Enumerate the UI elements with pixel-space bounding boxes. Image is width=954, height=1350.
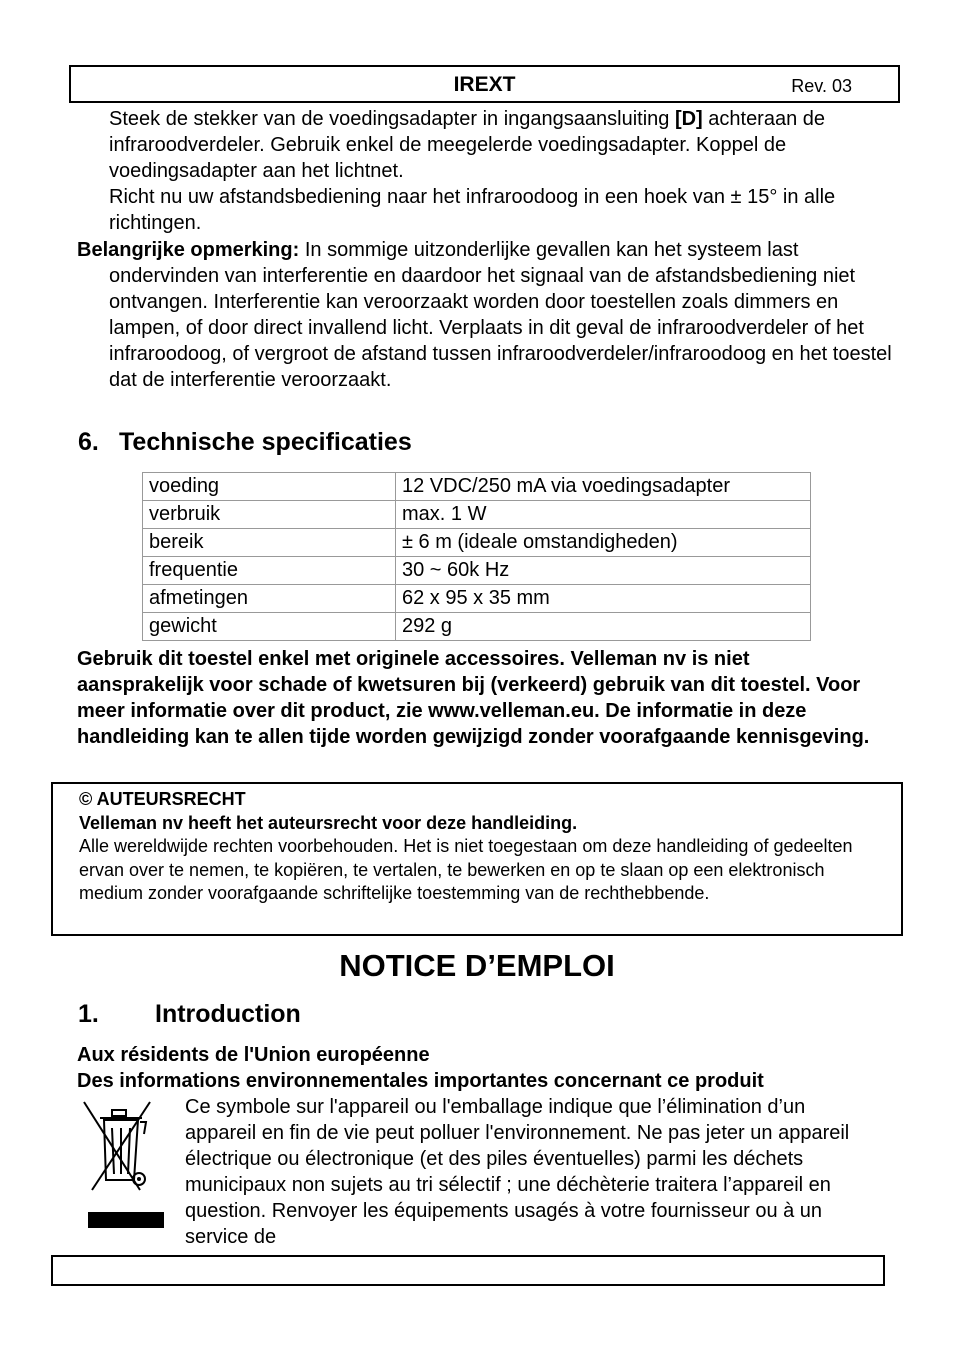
spec-key: verbruik [143,501,396,529]
notice-title: NOTICE D’EMPLOI [339,948,615,983]
spec-row [143,473,811,501]
page-footer [51,1255,885,1286]
eu-environment-line: Des informations environnementales importantes concernant ce produit [77,1070,764,1092]
aim-paragraph: Richt nu uw afstandsbediening naar het infraroodoog in een hoek van ± 15° in alle richtingen. [109,186,836,234]
copyright-box [51,782,903,936]
eu-residents-line: Aux résidents de l'Union européenne [77,1044,430,1066]
weee-bin-icon [82,1100,170,1232]
spec-row [143,529,811,557]
spec-row [143,501,811,529]
spec-key: voeding [143,473,396,501]
note-label: Belangrijke opmerking: [77,239,300,261]
page-header [69,65,900,103]
spec-value: 12 VDC/250 mA via voedingsadapter [396,473,811,501]
header-revision: Rev. 03 [791,76,852,96]
section-6-heading: 6. Technische specificaties [78,428,412,456]
spec-key: afmetingen [143,585,396,613]
header-title: IREXT [453,73,516,96]
spec-row [143,585,811,613]
disclaimer: Gebruik dit toestel enkel met originele accessoires. Velleman nv is niet aansprakelijk voor schade of kwetsuren bij (verkeerd) gebruik van dit toestel. Voor meer informatie over dit product, zie www.velleman.eu. De informatie in deze handleiding kan te allen tijde worden gewijzigd zonder voorafgaande kennisgeving. [77,648,870,748]
spec-key: gewicht [143,613,396,641]
spec-row [143,557,811,585]
spec-value: max. 1 W [396,501,811,529]
spec-row [143,613,811,641]
spec-value: 62 x 95 x 35 mm [396,585,811,613]
spec-value: ± 6 m (ideale omstandigheden) [396,529,811,557]
weee-text: Ce symbole sur l'appareil ou l'emballage indique que l’élimination d’un appareil en fin de vie peut polluer l'environnement. Ne pas jeter un appareil électrique ou électronique (et des piles éventuelles) parmi les déchets municipaux non sujets au tri sélectif ; une déchèterie traitera l’appareil en question. Renvoyer les équipements usagés à votre fournisseur ou à un service de [185,1096,850,1248]
spec-value: 292 g [396,613,811,641]
spec-key: frequentie [143,557,396,585]
copyright-title: © AUTEURSRECHT [79,789,246,809]
spec-key: bereik [143,529,396,557]
adapter-paragraph: Steek de stekker van de voedingsadapter in ingangsaansluiting [D] achteraan de infraroodverdeler. Gebruik enkel de meegelerde voedingsadapter. Koppel de voedingsadapter aan het lichtnet. [109,108,826,182]
spec-value: 30 ~ 60k Hz [396,557,811,585]
important-note [77,237,914,393]
copyright-subtitle: Velleman nv heeft het auteursrecht voor deze handleiding. [79,812,578,833]
spec-table [142,472,811,641]
copyright-text: Alle wereldwijde rechten voorbehouden. Het is niet toegestaan om deze handleiding of gedeelten ervan over te nemen, te kopiëren, te vertalen, te bewerken en op te slaan op een elektronisch medium zonder voorafgaande schriftelijke toestemming van de rechthebbende. [79,836,853,903]
note-text: In sommige uitzonderlijke gevallen kan het systeem last ondervinden van interferentie en daardoor het signaal van de afstandsbediening niet ontvangen. Interferentie kan veroorzaakt worden door toestellen zoals dimmers en lampen, of door direct invallend licht. Verplaats in dit geval de infraroodverdeler of het infraroodoog, of vergroot de afstand tussen infraroodverdeler/infraroodoog en het toestel dat de interferentie veroorzaakt. [109,239,892,391]
section-1-heading: 1. Introduction [78,1000,301,1028]
